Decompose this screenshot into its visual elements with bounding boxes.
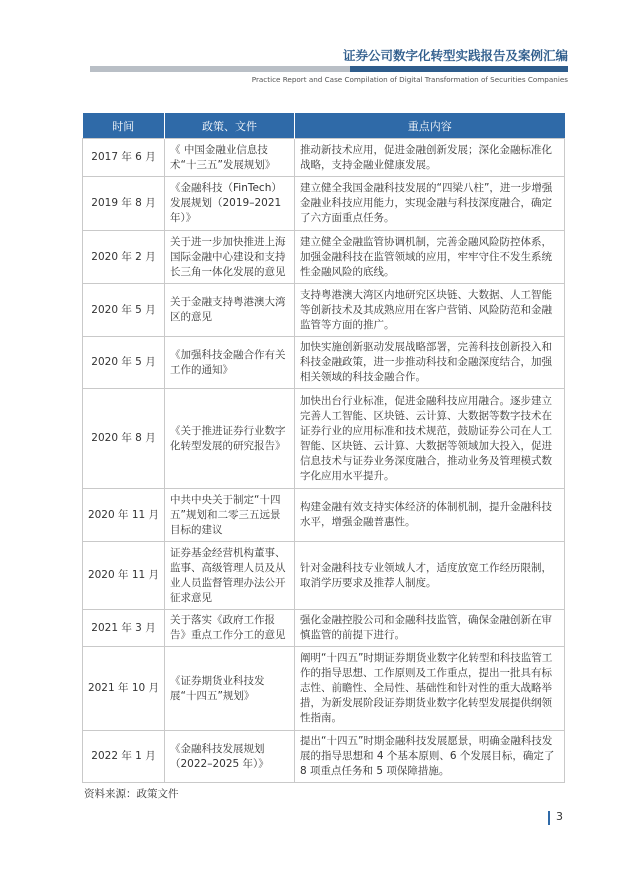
cell-time: 2019 年 8 月 (83, 177, 165, 231)
header-blue-bar (350, 66, 568, 72)
page-number: 3 (556, 810, 563, 823)
cell-document: 关于落实《政府工作报告》重点工作分工的意见 (165, 610, 295, 647)
cell-time: 2020 年 2 月 (83, 231, 165, 284)
table-row (83, 731, 565, 783)
cell-document: 《金融科技（FinTech）发展规划（2019–2021年）》 (165, 177, 295, 231)
cell-document: 《金融科技发展规划（2022–2025 年）》 (165, 731, 295, 783)
cell-document: 《证券期货业科技发展“十四五”规划》 (165, 647, 295, 731)
cell-content: 加快实施创新驱动发展战略部署，完善科技创新投入和科技金融政策，进一步推动科技和金融深度结合，加强相关领域的科技金融合作。 (295, 337, 565, 389)
cell-time: 2021 年 3 月 (83, 610, 165, 647)
cell-content: 针对金融科技专业领域人才，适度放宽工作经历限制，取消学历要求及推荐人制度。 (295, 542, 565, 610)
cell-document: 关于金融支持粤港澳大湾区的意见 (165, 284, 295, 337)
cell-content: 加快出台行业标准，促进金融科技应用融合。逐步建立完善人工智能、区块链、云计算、大数据等数字技术在证券行业的应用标准和技术规范，鼓励证券公司在人工智能、区块链、云计算、大数据等领域加大投入，促进信息技术与证券业务深度融合，推动业务及管理模式数字化应用水平提升。 (295, 389, 565, 489)
cell-content: 强化金融控股公司和金融科技监管，确保金融创新在审慎监管的前提下进行。 (295, 610, 565, 647)
header-content: 重点内容 (295, 113, 565, 139)
table-row (83, 489, 565, 542)
table-header-row (83, 113, 565, 139)
cell-content: 支持粤港澳大湾区内地研究区块链、大数据、人工智能等创新技术及其成熟应用在客户营销、风险防范和金融监管等方面的推广。 (295, 284, 565, 337)
cell-content: 阐明“十四五”时期证券期货业数字化转型和科技监管工作的指导思想、工作原则及工作重点，提出一批具有标志性、前瞻性、全局性、基础性和针对性的重大战略举措，为新发展阶段证券期货业数字化转型发展提供纲领性指南。 (295, 647, 565, 731)
cell-content: 建立健全我国金融科技发展的“四梁八柱”，进一步增强金融业科技应用能力，实现金融与科技深度融合，确定了六方面重点任务。 (295, 177, 565, 231)
policy-table (82, 113, 565, 783)
table-row (83, 542, 565, 610)
table-row (83, 337, 565, 389)
source-note: 资料来源：政策文件 (84, 788, 179, 800)
cell-document: 关于进一步加快推进上海国际金融中心建设和支持长三角一体化发展的意见 (165, 231, 295, 284)
cell-document: 《 中国金融业信息技术“十三五”发展规划》 (165, 139, 295, 177)
table-row (83, 284, 565, 337)
header-gray-bar (90, 66, 350, 72)
cell-content: 推动新技术应用，促进金融创新发展；深化金融标准化战略，支持金融业健康发展。 (295, 139, 565, 177)
cell-content: 建立健全金融监管协调机制，完善金融风险防控体系，加强金融科技在监管领域的应用，牢牢守住不发生系统性金融风险的底线。 (295, 231, 565, 284)
cell-time: 2020 年 8 月 (83, 389, 165, 489)
report-title: 证券公司数字化转型实践报告及案例汇编 (342, 48, 568, 63)
cell-content: 提出“十四五”时期金融科技发展愿景，明确金融科技发展的指导思想和 4 个基本原则、6 个发展目标，确定了 8 项重点任务和 5 项保障措施。 (295, 731, 565, 783)
cell-time: 2020 年 11 月 (83, 489, 165, 542)
header-document: 政策、文件 (165, 113, 295, 139)
cell-time: 2020 年 5 月 (83, 284, 165, 337)
table-row (83, 231, 565, 284)
report-subtitle: Practice Report and Case Compilation of Digital Transformation of Securities Companies (251, 75, 568, 84)
cell-document: 《加强科技金融合作有关工作的通知》 (165, 337, 295, 389)
table-row (83, 139, 565, 177)
cell-content: 构建金融有效支持实体经济的体制机制，提升金融科技水平，增强金融普惠性。 (295, 489, 565, 542)
cell-time: 2021 年 10 月 (83, 647, 165, 731)
table-row (83, 389, 565, 489)
cell-time: 2020 年 11 月 (83, 542, 165, 610)
table-row (83, 177, 565, 231)
cell-time: 2017 年 6 月 (83, 139, 165, 177)
cell-document: 中共中央关于制定“十四五”规划和二零三五远景目标的建议 (165, 489, 295, 542)
table-row (83, 647, 565, 731)
page-number-marker (548, 811, 550, 825)
table-row (83, 610, 565, 647)
cell-time: 2020 年 5 月 (83, 337, 165, 389)
cell-document: 《关于推进证券行业数字化转型发展的研究报告》 (165, 389, 295, 489)
cell-document: 证券基金经营机构董事、监事、高级管理人员及从业人员监督管理办法公开征求意见 (165, 542, 295, 610)
header-time: 时间 (83, 113, 165, 139)
cell-time: 2022 年 1 月 (83, 731, 165, 783)
